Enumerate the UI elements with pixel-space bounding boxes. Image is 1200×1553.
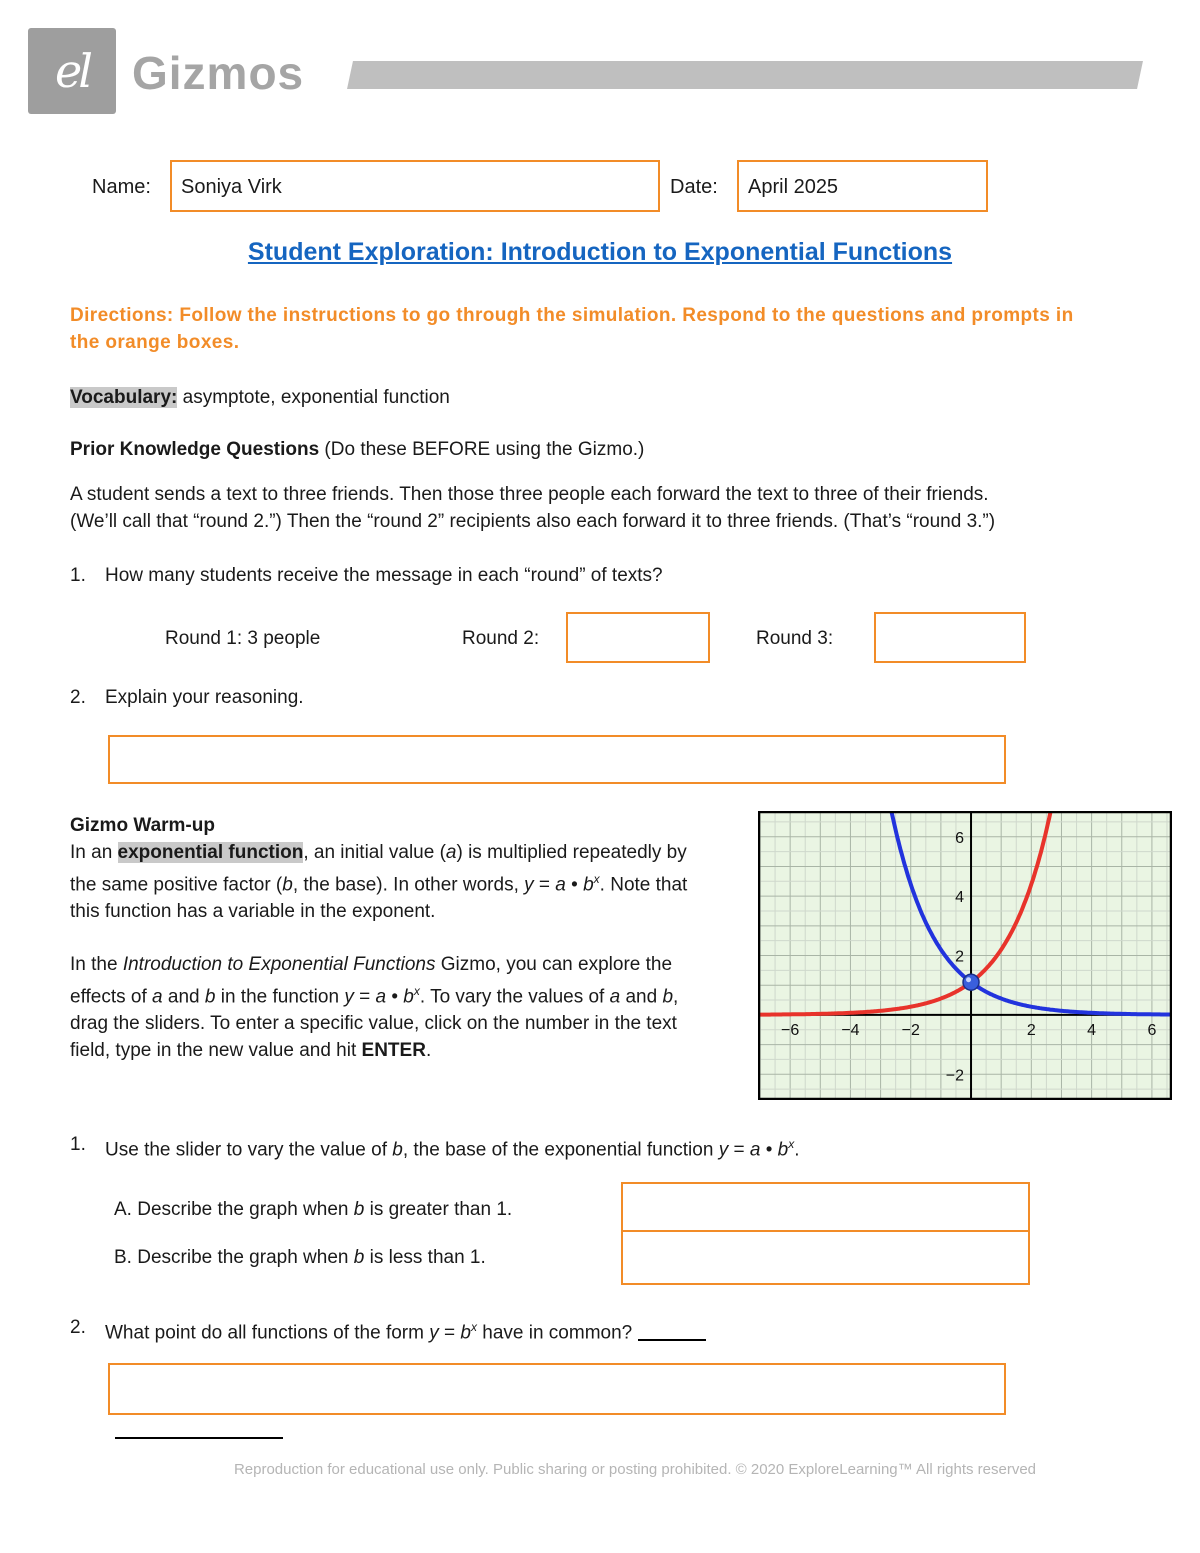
var-a: a <box>152 986 163 1008</box>
text: , the base). In other words, <box>292 874 525 896</box>
var-a: a <box>375 986 387 1008</box>
activity-q1-number: 1. <box>70 1134 86 1155</box>
answer-box-b-less[interactable] <box>621 1230 1030 1285</box>
page-title: Student Exploration: Introduction to Exponential Functions <box>247 238 953 266</box>
name-field[interactable] <box>170 160 660 212</box>
x-tick-label: −6 <box>781 1021 800 1039</box>
intercept-point <box>963 974 979 990</box>
footer-rule <box>115 1437 283 1439</box>
text: in the function <box>215 986 345 1008</box>
text: , an initial value ( <box>303 841 446 863</box>
name-value: Soniya Virk <box>181 176 282 198</box>
footer-text: Reproduction for educational use only. Public sharing or posting prohibited. © 2020 ExploreLearning™ All rights reserved <box>233 1461 1037 1478</box>
text: , the base of the exponential function <box>402 1139 719 1161</box>
prior-knowledge-heading-line <box>70 436 644 463</box>
activity-qb-text <box>114 1244 486 1271</box>
var-y: y <box>524 874 534 896</box>
text: In the <box>70 953 123 975</box>
round-3-answer-box[interactable] <box>874 612 1026 663</box>
text: Gizmo, you can explore the effects of <box>70 953 673 1008</box>
warmup-paragraph-1 <box>70 840 710 926</box>
spacer <box>70 925 710 952</box>
var-y: y <box>344 986 354 1008</box>
var-b: b <box>353 1199 365 1220</box>
prior-paragraph-line-1: A student sends a text to three friends. Then those three people each forward the text to three of their friends. <box>70 484 989 505</box>
text: ) is multiplied repeatedly by the same positive factor ( <box>70 841 687 896</box>
text: = <box>438 1322 461 1344</box>
common-point-answer-box[interactable] <box>108 1363 1006 1415</box>
warmup-paragraph-2 <box>70 952 710 1064</box>
var-x: x <box>788 1137 795 1151</box>
prior-q1-text: How many students receive the message in each “round” of texts? <box>105 565 663 586</box>
prior-knowledge-note: (Do these BEFORE using the Gizmo.) <box>319 439 645 460</box>
var-b: b <box>583 874 594 896</box>
prior-q2-text: Explain your reasoning. <box>105 687 304 708</box>
prior-knowledge-heading: Prior Knowledge Questions <box>70 439 320 460</box>
activity-q1-text <box>105 1131 800 1163</box>
text: Use the slider to vary the value of <box>105 1139 393 1161</box>
text: • <box>565 874 584 896</box>
var-a: a <box>555 874 566 896</box>
prior-paragraph-line-2: (We’ll call that “round 2.”) Then the “round 2” recipients also each forward it to three friends. (That’s “round 3.”) <box>70 511 996 532</box>
vocabulary-label: Vocabulary: <box>70 387 178 408</box>
var-b: b <box>777 1139 789 1161</box>
vocabulary-line <box>70 384 450 411</box>
text: is greater than 1. <box>364 1199 513 1220</box>
activity-qa-text <box>114 1196 512 1223</box>
var-x: x <box>413 984 420 999</box>
explorelearning-logo-icon: el <box>55 44 89 98</box>
var-a: a <box>749 1139 761 1161</box>
var-b: b <box>392 1139 403 1161</box>
header-bar <box>347 61 1143 89</box>
text: B. Describe the graph when <box>114 1247 354 1268</box>
round-1-text: Round 1: 3 people <box>165 628 321 649</box>
intercept-point-highlight <box>966 977 971 982</box>
var-y: y <box>429 1322 439 1344</box>
text: . To vary the values of <box>419 986 610 1008</box>
activity-q2-number: 2. <box>70 1317 86 1338</box>
date-value: April 2025 <box>748 176 839 198</box>
activity-q2-text <box>105 1314 706 1346</box>
y-tick-label: −2 <box>945 1067 965 1085</box>
round-3-label: Round 3: <box>756 628 834 649</box>
var-y: y <box>718 1139 729 1161</box>
brand-name: Gizmos <box>132 47 305 99</box>
x-tick-label: 6 <box>1147 1021 1157 1039</box>
text: and <box>162 986 205 1008</box>
text: In an <box>70 841 118 863</box>
date-field[interactable] <box>737 160 988 212</box>
text: and <box>620 986 663 1008</box>
round-2-label: Round 2: <box>462 628 540 649</box>
text: = <box>533 874 556 896</box>
x-tick-label: 4 <box>1087 1021 1097 1039</box>
var-b: b <box>282 874 293 896</box>
text: A. Describe the graph when <box>114 1199 354 1220</box>
text: = <box>728 1139 750 1161</box>
var-x: x <box>470 1320 477 1334</box>
var-a: a <box>609 986 621 1008</box>
warmup-heading: Gizmo Warm-up <box>70 815 215 836</box>
reasoning-answer-box[interactable] <box>108 735 1006 784</box>
directions-text: Directions: Follow the instructions to go through the simulation. Respond to the questions and prompts in the orange boxes. <box>70 305 1074 353</box>
var-b: b <box>353 1247 365 1268</box>
text: • <box>760 1139 778 1161</box>
y-tick-label: 2 <box>955 948 965 966</box>
round-2-answer-box[interactable] <box>566 612 710 663</box>
text: • <box>386 986 404 1008</box>
blank-line <box>638 1339 706 1341</box>
text: , drag the sliders. To enter a specific value, click on the number in the text field, type in the new value and hit <box>70 986 679 1061</box>
warmup-block <box>70 813 710 1064</box>
prior-q2-number: 2. <box>70 687 86 708</box>
exponential-graph <box>758 811 1172 1100</box>
var-b: b <box>204 986 216 1008</box>
name-label: Name: <box>92 176 151 198</box>
text: . <box>794 1139 800 1161</box>
text: What point do all functions of the form <box>105 1322 430 1344</box>
prior-q1-number: 1. <box>70 565 86 586</box>
x-tick-label: −4 <box>841 1021 860 1039</box>
gizmo-name: Introduction to Exponential Functions <box>122 953 436 975</box>
date-label: Date: <box>670 176 718 198</box>
answer-box-b-greater[interactable] <box>621 1182 1030 1232</box>
text: . Note that this function has a variable in the exponent. <box>70 874 688 922</box>
text: have in common? <box>476 1322 638 1344</box>
text: is less than 1. <box>364 1247 486 1268</box>
text: = <box>353 986 376 1008</box>
y-tick-label: 4 <box>955 889 965 907</box>
enter-key-text: ENTER <box>361 1039 426 1061</box>
x-tick-label: 2 <box>1026 1021 1036 1039</box>
var-b: b <box>403 986 414 1008</box>
text: . <box>425 1039 432 1061</box>
vocabulary-terms: asymptote, exponential function <box>177 387 450 408</box>
var-b: b <box>460 1322 471 1344</box>
var-b: b <box>662 986 674 1008</box>
y-tick-label: 6 <box>955 829 965 847</box>
x-tick-label: −2 <box>901 1021 920 1039</box>
var-a: a <box>445 841 457 863</box>
var-x: x <box>593 872 600 886</box>
exponential-function-term: exponential function <box>117 841 304 863</box>
